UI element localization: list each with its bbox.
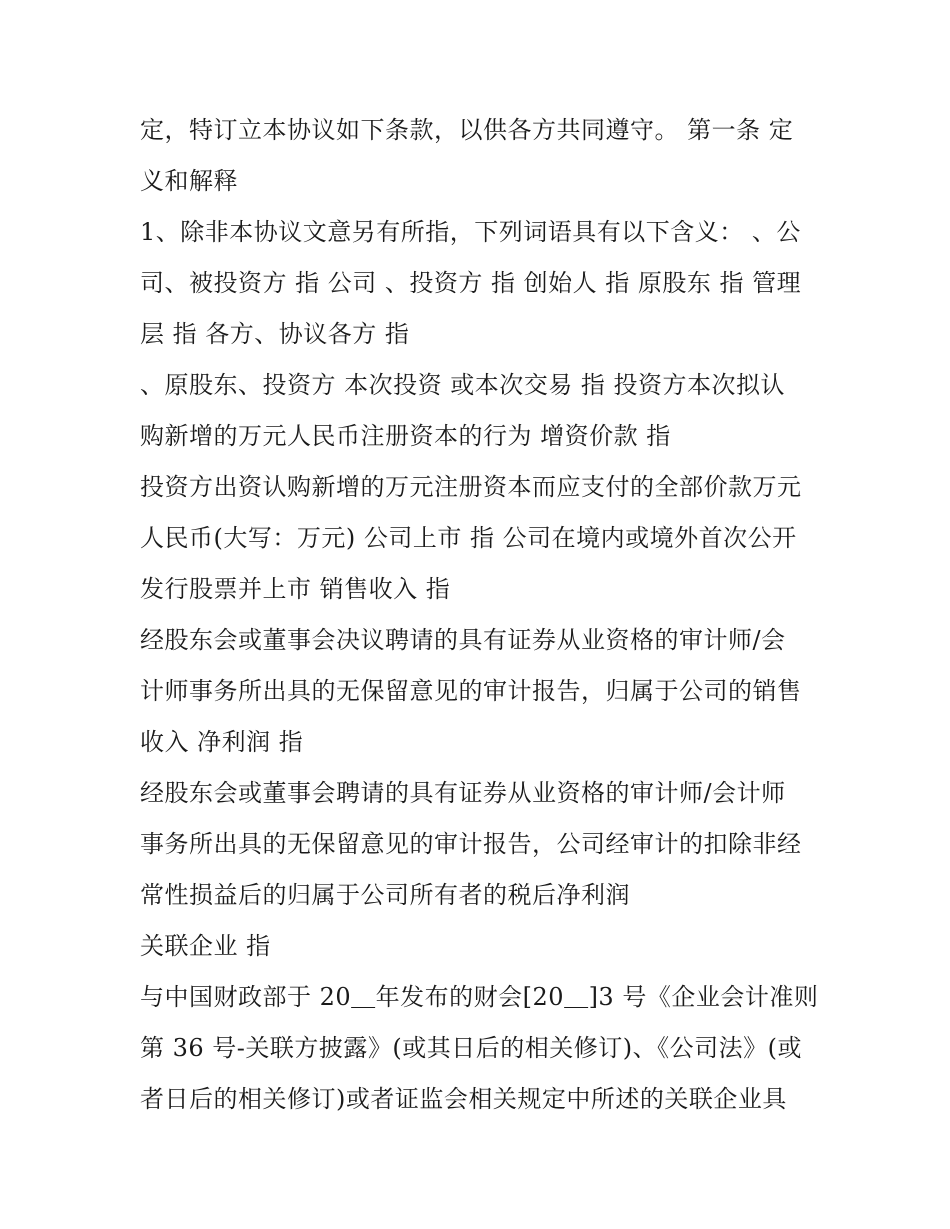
text-line: 经股东会或董事会决议聘请的具有证券从业资格的审计师/会	[140, 626, 786, 654]
text-line: 事务所出具的无保留意见的审计报告，公司经审计的扣除非经	[140, 830, 802, 858]
document-body	[140, 105, 830, 1125]
text-line: 、原股东、投资方 本次投资 或本次交易 指 投资方本次拟认	[140, 371, 786, 399]
text-line: 关联企业 指	[140, 932, 271, 960]
text-line: 收入 净利润 指	[140, 728, 304, 756]
text-line: 者日后的相关修订)或者证监会相关规定中所述的关联企业具	[140, 1085, 787, 1113]
text-line: 计师事务所出具的无保留意见的审计报告，归属于公司的销售	[140, 677, 802, 705]
text-line: 定，特订立本协议如下条款，以供各方共同遵守。 第一条 定	[140, 116, 794, 144]
text-line: 第 36 号-关联方披露》(或其日后的相关修订)、《公司法》(或	[140, 1034, 802, 1062]
text-line: 发行股票并上市 销售收入 指	[140, 575, 451, 603]
text-line: 投资方出资认购新增的万元注册资本而应支付的全部价款万元	[140, 473, 802, 501]
text-line: 人民币(大写：万元) 公司上市 指 公司在境内或境外首次公开	[140, 524, 797, 552]
text-line: 购新增的万元人民币注册资本的行为 增资价款 指	[140, 422, 671, 450]
text-line: 常性损益后的归属于公司所有者的税后净利润	[140, 881, 630, 909]
text-line: 层 指 各方、协议各方 指	[140, 320, 410, 348]
text-line: 与中国财政部于 20＿年发布的财会[20＿]3 号《企业会计准则	[140, 983, 819, 1011]
text-line: 义和解释	[140, 167, 238, 195]
text-line: 经股东会或董事会聘请的具有证券从业资格的审计师/会计师	[140, 779, 786, 807]
text-line: 司、被投资方 指 公司 、投资方 指 创始人 指 原股东 指 管理	[140, 269, 802, 297]
text-line: 1、除非本协议文意另有所指，下列词语具有以下含义： 、公	[140, 218, 801, 246]
